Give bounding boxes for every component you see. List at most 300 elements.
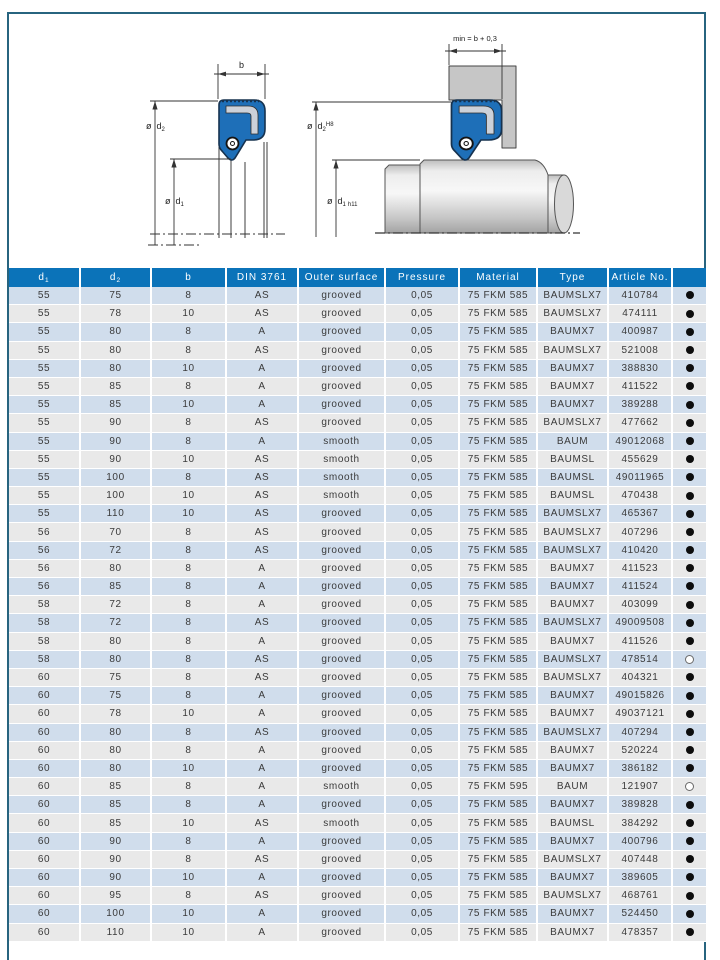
cell-d2: 85 [80,578,151,596]
cell-b: 10 [151,305,226,323]
cell-material: 75 FKM 585 [459,541,537,559]
cell-pressure: 0,05 [385,523,459,541]
cell-d1: 60 [9,723,80,741]
availability-filled-circle-icon [686,764,694,772]
cell-type: BAUMX7 [537,632,608,650]
cell-outer-surface: smooth [298,450,385,468]
cell-pressure: 0,05 [385,923,459,941]
table-row [9,578,706,596]
cell-outer-surface: grooved [298,578,385,596]
cell-b: 8 [151,850,226,868]
cell-material: 75 FKM 585 [459,723,537,741]
cell-b: 8 [151,432,226,450]
cell-din: A [226,596,298,614]
cell-article-no: 411524 [608,578,672,596]
cell-d1: 58 [9,614,80,632]
cell-material: 75 FKM 585 [459,668,537,686]
cell-outer-surface: grooved [298,287,385,305]
cell-article-no: 521008 [608,341,672,359]
cell-type: BAUMX7 [537,323,608,341]
cell-b: 10 [151,505,226,523]
cell-pressure: 0,05 [385,578,459,596]
cell-d2: 80 [80,559,151,577]
cell-availability [672,468,706,486]
cell-type: BAUMSLX7 [537,850,608,868]
cell-outer-surface: grooved [298,414,385,432]
cell-material: 75 FKM 585 [459,614,537,632]
availability-open-circle-icon [685,655,694,664]
cell-material: 75 FKM 585 [459,759,537,777]
cell-material: 75 FKM 585 [459,832,537,850]
cell-material: 75 FKM 585 [459,814,537,832]
cell-pressure: 0,05 [385,741,459,759]
cell-din: A [226,396,298,414]
cell-b: 8 [151,632,226,650]
cell-article-no: 407294 [608,723,672,741]
cell-article-no: 470438 [608,487,672,505]
cell-d1: 56 [9,523,80,541]
cell-b: 8 [151,596,226,614]
dim-d1-label-right: ø $d_1$ $_{h11}$ [327,196,358,208]
table-row [9,614,706,632]
cell-type: BAUMX7 [537,923,608,941]
cell-material: 75 FKM 585 [459,923,537,941]
cell-material: 75 FKM 585 [459,414,537,432]
cell-availability [672,832,706,850]
cell-material: 75 FKM 585 [459,705,537,723]
cell-material: 75 FKM 585 [459,487,537,505]
cell-availability [672,614,706,632]
cell-b: 10 [151,759,226,777]
cell-material: 75 FKM 585 [459,887,537,905]
cell-din: AS [226,468,298,486]
cell-din: A [226,869,298,887]
cell-material: 75 FKM 585 [459,741,537,759]
cell-d2: 100 [80,487,151,505]
cell-d1: 55 [9,323,80,341]
cell-din: AS [226,305,298,323]
availability-filled-circle-icon [686,892,694,900]
table-row [9,505,706,523]
shaft-journal [420,160,548,233]
cell-b: 8 [151,668,226,686]
column-header-b: b [151,268,226,287]
table-row [9,523,706,541]
cell-pressure: 0,05 [385,759,459,777]
cell-outer-surface: grooved [298,687,385,705]
cell-pressure: 0,05 [385,632,459,650]
cell-din: A [226,796,298,814]
cell-article-no: 400796 [608,832,672,850]
availability-filled-circle-icon [686,692,694,700]
cell-article-no: 49011965 [608,468,672,486]
cell-d1: 55 [9,414,80,432]
cell-type: BAUMX7 [537,396,608,414]
seal-section-figure [148,64,285,245]
table-row [9,705,706,723]
cell-outer-surface: grooved [298,614,385,632]
cell-availability [672,523,706,541]
cell-din: A [226,741,298,759]
cell-outer-surface: grooved [298,796,385,814]
cell-pressure: 0,05 [385,305,459,323]
column-header-material: Material [459,268,537,287]
cell-outer-surface: grooved [298,668,385,686]
cell-article-no: 389288 [608,396,672,414]
cell-d2: 75 [80,668,151,686]
column-header-type: Type [537,268,608,287]
table-row [9,287,706,305]
table-row [9,869,706,887]
cell-article-no: 524450 [608,905,672,923]
cell-d2: 72 [80,614,151,632]
column-header-outer-surface: Outer surface [298,268,385,287]
cell-type: BAUMSL [537,450,608,468]
cell-material: 75 FKM 595 [459,778,537,796]
cell-availability [672,559,706,577]
cell-d1: 55 [9,377,80,395]
cell-pressure: 0,05 [385,668,459,686]
cell-b: 10 [151,869,226,887]
cell-din: AS [226,887,298,905]
cell-article-no: 384292 [608,814,672,832]
cell-article-no: 121907 [608,778,672,796]
cell-type: BAUMSLX7 [537,668,608,686]
cell-availability [672,450,706,468]
cell-outer-surface: grooved [298,341,385,359]
cell-d2: 85 [80,796,151,814]
cell-outer-surface: smooth [298,432,385,450]
cell-article-no: 455629 [608,450,672,468]
cell-availability [672,432,706,450]
cell-type: BAUMSL [537,468,608,486]
cell-outer-surface: smooth [298,778,385,796]
cell-d1: 60 [9,869,80,887]
cell-article-no: 404321 [608,668,672,686]
cell-type: BAUMSLX7 [537,305,608,323]
cell-pressure: 0,05 [385,396,459,414]
cell-d1: 60 [9,814,80,832]
table-row [9,559,706,577]
cell-pressure: 0,05 [385,650,459,668]
cell-outer-surface: grooved [298,923,385,941]
availability-filled-circle-icon [686,819,694,827]
cell-d2: 80 [80,741,151,759]
cell-din: A [226,359,298,377]
cell-d1: 60 [9,778,80,796]
cell-availability [672,778,706,796]
cell-din: AS [226,814,298,832]
table-row [9,668,706,686]
cell-din: A [226,323,298,341]
availability-filled-circle-icon [686,564,694,572]
cell-availability [672,323,706,341]
cell-availability [672,487,706,505]
cell-type: BAUMSL [537,814,608,832]
cell-outer-surface: grooved [298,869,385,887]
cell-pressure: 0,05 [385,377,459,395]
cell-type: BAUMSL [537,487,608,505]
cell-material: 75 FKM 585 [459,632,537,650]
cell-din: A [226,705,298,723]
cell-availability [672,414,706,432]
dim-min-label: min = b + 0,3 [453,34,497,43]
column-header-d2: $d_2$ [80,268,151,287]
cell-outer-surface: grooved [298,905,385,923]
cell-d2: 85 [80,377,151,395]
cell-d1: 60 [9,923,80,941]
cell-material: 75 FKM 585 [459,396,537,414]
cell-pressure: 0,05 [385,541,459,559]
availability-filled-circle-icon [686,801,694,809]
cell-pressure: 0,05 [385,705,459,723]
cell-d1: 60 [9,832,80,850]
cell-material: 75 FKM 585 [459,650,537,668]
table-row [9,778,706,796]
availability-filled-circle-icon [686,910,694,918]
cell-material: 75 FKM 585 [459,359,537,377]
availability-filled-circle-icon [686,855,694,863]
cell-material: 75 FKM 585 [459,377,537,395]
table-row [9,923,706,941]
cell-pressure: 0,05 [385,814,459,832]
cell-type: BAUMSLX7 [537,505,608,523]
cell-b: 8 [151,650,226,668]
cell-outer-surface: grooved [298,559,385,577]
table-row [9,814,706,832]
cell-article-no: 520224 [608,741,672,759]
cell-d1: 60 [9,687,80,705]
cell-article-no: 410420 [608,541,672,559]
cell-d1: 55 [9,341,80,359]
table-row [9,741,706,759]
cell-d2: 90 [80,869,151,887]
cell-d2: 72 [80,541,151,559]
cell-d1: 60 [9,705,80,723]
cell-d1: 55 [9,359,80,377]
cell-din: AS [226,541,298,559]
cell-d1: 60 [9,850,80,868]
column-header-pressure: Pressure [385,268,459,287]
cell-d2: 110 [80,923,151,941]
cell-availability [672,377,706,395]
cell-pressure: 0,05 [385,468,459,486]
cell-availability [672,287,706,305]
cell-pressure: 0,05 [385,614,459,632]
cell-pressure: 0,05 [385,432,459,450]
cell-d2: 80 [80,650,151,668]
availability-filled-circle-icon [686,546,694,554]
cell-pressure: 0,05 [385,505,459,523]
cell-b: 10 [151,450,226,468]
cell-outer-surface: grooved [298,396,385,414]
cell-d2: 80 [80,759,151,777]
table-row [9,650,706,668]
cell-type: BAUM [537,778,608,796]
cell-outer-surface: smooth [298,487,385,505]
cell-din: AS [226,341,298,359]
availability-filled-circle-icon [686,473,694,481]
availability-filled-circle-icon [686,310,694,318]
table-row [9,396,706,414]
cell-type: BAUMSLX7 [537,887,608,905]
column-header-availability [672,268,706,287]
cell-type: BAUMSLX7 [537,650,608,668]
cell-article-no: 49009508 [608,614,672,632]
shaft-body [385,165,420,233]
cell-din: AS [226,850,298,868]
cell-type: BAUMSLX7 [537,614,608,632]
cell-pressure: 0,05 [385,341,459,359]
cell-din: A [226,759,298,777]
cell-pressure: 0,05 [385,869,459,887]
cell-article-no: 407448 [608,850,672,868]
availability-filled-circle-icon [686,637,694,645]
cell-b: 10 [151,359,226,377]
cell-type: BAUMX7 [537,832,608,850]
cell-pressure: 0,05 [385,596,459,614]
cell-d1: 60 [9,668,80,686]
table-row [9,414,706,432]
cell-d1: 60 [9,887,80,905]
cell-pressure: 0,05 [385,287,459,305]
cell-outer-surface: grooved [298,723,385,741]
cell-outer-surface: grooved [298,305,385,323]
cell-d1: 55 [9,305,80,323]
availability-filled-circle-icon [686,346,694,354]
cell-d2: 78 [80,705,151,723]
cell-availability [672,869,706,887]
availability-filled-circle-icon [686,437,694,445]
spec-table [9,268,706,942]
table-row [9,723,706,741]
cell-outer-surface: grooved [298,359,385,377]
cell-type: BAUMSLX7 [537,287,608,305]
cell-material: 75 FKM 585 [459,578,537,596]
cell-article-no: 411522 [608,377,672,395]
cell-material: 75 FKM 585 [459,287,537,305]
cell-material: 75 FKM 585 [459,468,537,486]
cell-availability [672,759,706,777]
cell-pressure: 0,05 [385,323,459,341]
cell-d2: 80 [80,323,151,341]
cell-type: BAUMSLX7 [537,723,608,741]
seal-cross-section-right [452,100,502,160]
cell-b: 10 [151,923,226,941]
table-row [9,377,706,395]
shaft-end-face [555,175,574,233]
cell-pressure: 0,05 [385,796,459,814]
availability-filled-circle-icon [686,328,694,336]
cell-article-no: 49037121 [608,705,672,723]
cell-article-no: 49015826 [608,687,672,705]
cell-d2: 90 [80,432,151,450]
cell-din: AS [226,668,298,686]
cell-b: 8 [151,578,226,596]
cell-d2: 75 [80,687,151,705]
cell-d1: 55 [9,287,80,305]
cell-type: BAUMX7 [537,705,608,723]
cell-d1: 60 [9,741,80,759]
column-header-article-no: Article No. [608,268,672,287]
cell-availability [672,687,706,705]
cell-b: 10 [151,814,226,832]
cell-type: BAUMX7 [537,559,608,577]
cell-article-no: 388830 [608,359,672,377]
cell-d1: 60 [9,796,80,814]
cell-article-no: 468761 [608,887,672,905]
cell-article-no: 474111 [608,305,672,323]
cell-din: A [226,905,298,923]
cell-din: AS [226,723,298,741]
cell-d2: 75 [80,287,151,305]
cell-d2: 80 [80,632,151,650]
cell-material: 75 FKM 585 [459,505,537,523]
cell-pressure: 0,05 [385,850,459,868]
cell-pressure: 0,05 [385,778,459,796]
availability-filled-circle-icon [686,928,694,936]
cell-pressure: 0,05 [385,723,459,741]
cell-outer-surface: grooved [298,541,385,559]
cell-type: BAUMX7 [537,905,608,923]
availability-filled-circle-icon [686,291,694,299]
availability-filled-circle-icon [686,492,694,500]
cell-pressure: 0,05 [385,832,459,850]
cell-article-no: 410784 [608,287,672,305]
table-row [9,323,706,341]
cell-material: 75 FKM 585 [459,323,537,341]
cell-availability [672,705,706,723]
cell-article-no: 389605 [608,869,672,887]
cell-outer-surface: grooved [298,650,385,668]
cell-din: AS [226,505,298,523]
table-row [9,687,706,705]
cell-availability [672,596,706,614]
availability-open-circle-icon [685,782,694,791]
cell-d2: 70 [80,523,151,541]
cell-type: BAUMX7 [537,796,608,814]
cell-availability [672,723,706,741]
cell-material: 75 FKM 585 [459,523,537,541]
cell-material: 75 FKM 585 [459,341,537,359]
availability-filled-circle-icon [686,873,694,881]
cell-outer-surface: grooved [298,323,385,341]
cell-availability [672,305,706,323]
cell-d1: 56 [9,578,80,596]
cell-pressure: 0,05 [385,359,459,377]
cell-din: AS [226,650,298,668]
cell-b: 10 [151,487,226,505]
cell-din: AS [226,487,298,505]
cell-d2: 80 [80,723,151,741]
cell-outer-surface: grooved [298,759,385,777]
cell-d2: 90 [80,850,151,868]
cell-type: BAUMX7 [537,596,608,614]
cell-material: 75 FKM 585 [459,559,537,577]
cell-d1: 55 [9,432,80,450]
cell-din: A [226,687,298,705]
cell-d2: 85 [80,396,151,414]
cell-b: 8 [151,323,226,341]
cell-d1: 55 [9,487,80,505]
cell-d1: 58 [9,596,80,614]
cell-b: 10 [151,705,226,723]
cell-outer-surface: grooved [298,850,385,868]
cell-article-no: 403099 [608,596,672,614]
cell-din: A [226,778,298,796]
cell-type: BAUMSLX7 [537,523,608,541]
cell-pressure: 0,05 [385,887,459,905]
